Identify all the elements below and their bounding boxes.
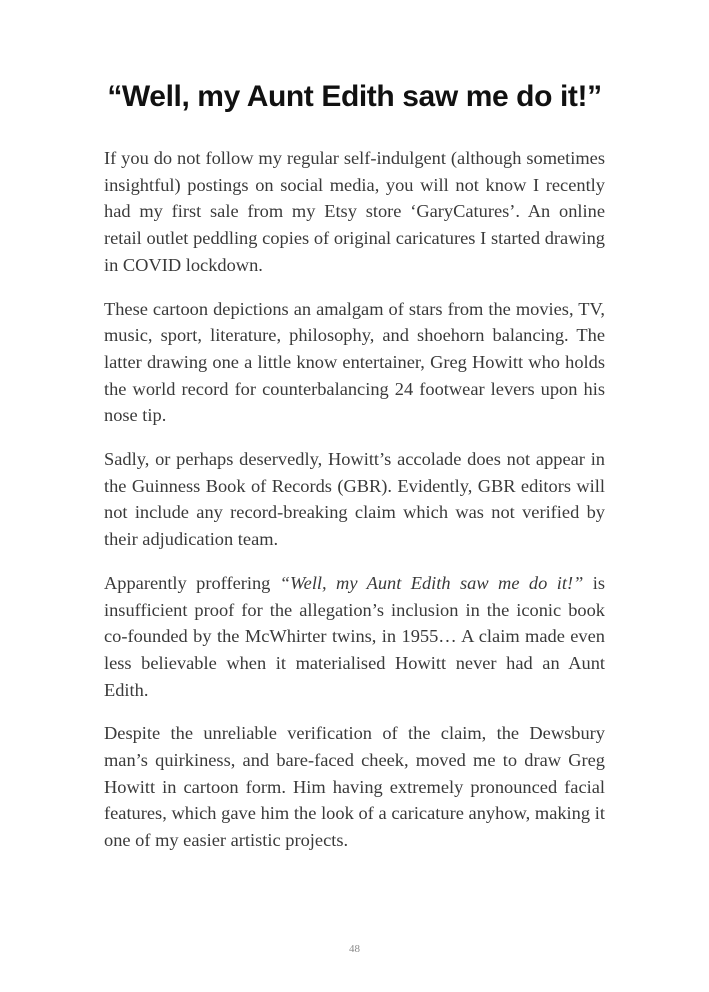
body-text	[104, 145, 605, 871]
paragraph-3: Sadly, or perhaps deservedly, Howitt’s accolade does not appear in the Guinness Book of Records (GBR). Evidently, GBR editors will not include any record-breaking claim which was not verified by their adjudication team.	[104, 449, 605, 550]
paragraph-4	[104, 570, 605, 704]
page-number: 48	[349, 943, 360, 955]
paragraph-2: These cartoon depictions an amalgam of stars from the movies, TV, music, sport, literature, philosophy, and shoehorn balancing. The latter drawing one a little know entertainer, Greg Howitt who holds the world record for counterbalancing 24 footwear levers upon his nose tip.	[104, 298, 605, 426]
paragraph-4-lead: Apparently proffering	[104, 572, 280, 593]
paragraph-4-quote: “Well, my Aunt Edith saw me do it!”	[279, 572, 584, 593]
paragraph-5: Despite the unreliable verification of the claim, the Dewsbury man’s quirkiness, and bare-faced cheek, moved me to draw Greg Howitt in cartoon form. Him having extremely pronounced facial features, which gave him the look of a caricature anyhow, making it one of my easier artistic projects.	[104, 723, 605, 851]
paragraph-4-rest: is insufficient proof for the allegation’s inclusion in the iconic book co-founded by the McWhirter twins, in 1955… A claim made even less believable when it materialised Howitt never had an Aunt Edith.	[104, 572, 605, 700]
paragraph-1: If you do not follow my regular self-indulgent (although sometimes insightful) postings on social media, you will not know I recently had my first sale from my Etsy store ‘GaryCatures’. An online retail outlet peddling copies of original caricatures I started drawing in COVID lockdown.	[104, 148, 605, 275]
chapter-title: “Well, my Aunt Edith saw me do it!”	[107, 80, 602, 113]
